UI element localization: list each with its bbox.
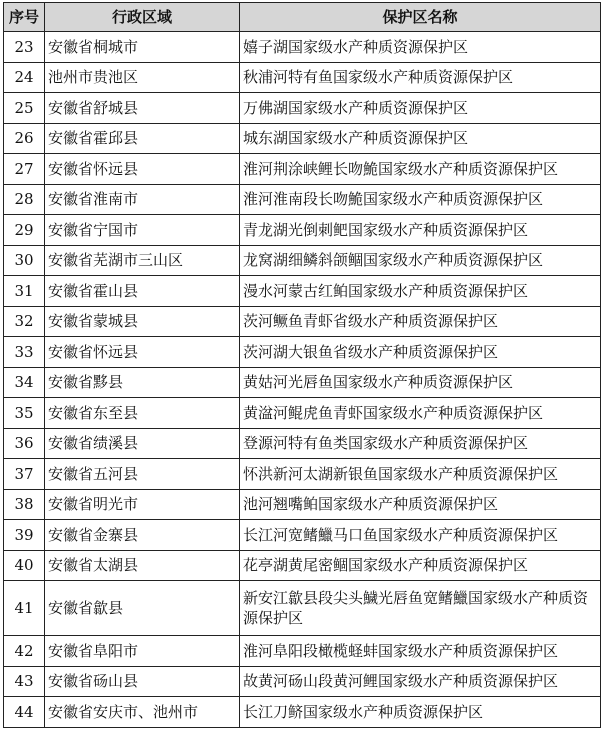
row-number-cell: 42 (4, 636, 45, 667)
table-row (4, 245, 601, 276)
table-row (4, 215, 601, 246)
table-row (4, 337, 601, 368)
row-region-cell: 安徽省宁国市 (45, 215, 240, 246)
row-area-name-cell: 青龙湖光倒刺鲃国家级水产种质资源保护区 (240, 215, 601, 246)
table-row (4, 306, 601, 337)
row-region-cell: 安徽省砀山县 (45, 666, 240, 697)
row-region-cell: 安徽省歙县 (45, 581, 240, 636)
row-area-name-cell: 长江刀鲚国家级水产种质资源保护区 (240, 697, 601, 728)
row-number-cell: 44 (4, 697, 45, 728)
row-region-cell: 安徽省五河县 (45, 459, 240, 490)
table-row (4, 276, 601, 307)
row-area-name-cell: 漫水河蒙古红鲌国家级水产种质资源保护区 (240, 276, 601, 307)
header-area-name: 保护区名称 (240, 3, 601, 32)
row-number-cell: 23 (4, 32, 45, 63)
row-area-name-cell: 故黄河砀山段黄河鲤国家级水产种质资源保护区 (240, 666, 601, 697)
row-area-name-cell: 长江河宽鳍鱲马口鱼国家级水产种质资源保护区 (240, 520, 601, 551)
row-area-name-cell: 万佛湖国家级水产种质资源保护区 (240, 93, 601, 124)
row-area-name-cell: 淮河淮南段长吻鮠国家级水产种质资源保护区 (240, 184, 601, 215)
table-row (4, 636, 601, 667)
row-area-name-cell: 新安江歙县段尖头鱥光唇鱼宽鳍鱲国家级水产种质资源保护区 (240, 581, 601, 636)
row-area-name-cell: 淮河阜阳段橄榄蛏蚌国家级水产种质资源保护区 (240, 636, 601, 667)
row-area-name-cell: 龙窝湖细鳞斜颌鲴国家级水产种质资源保护区 (240, 245, 601, 276)
row-region-cell: 安徽省东至县 (45, 398, 240, 429)
table-row (4, 520, 601, 551)
row-region-cell: 安徽省芜湖市三山区 (45, 245, 240, 276)
row-number-cell: 43 (4, 666, 45, 697)
table-row (4, 428, 601, 459)
row-area-name-cell: 秋浦河特有鱼国家级水产种质资源保护区 (240, 62, 601, 93)
table-header-row (4, 3, 601, 32)
row-region-cell: 安徽省蒙城县 (45, 306, 240, 337)
table-row (4, 62, 601, 93)
row-number-cell: 24 (4, 62, 45, 93)
row-region-cell: 安徽省舒城县 (45, 93, 240, 124)
row-region-cell: 安徽省绩溪县 (45, 428, 240, 459)
row-number-cell: 40 (4, 550, 45, 581)
table-row (4, 666, 601, 697)
header-region: 行政区域 (45, 3, 240, 32)
row-region-cell: 安徽省淮南市 (45, 184, 240, 215)
row-number-cell: 29 (4, 215, 45, 246)
table-row (4, 581, 601, 636)
row-region-cell: 池州市贵池区 (45, 62, 240, 93)
table-row (4, 32, 601, 63)
row-area-name-cell: 怀洪新河太湖新银鱼国家级水产种质资源保护区 (240, 459, 601, 490)
row-number-cell: 31 (4, 276, 45, 307)
protected-area-table (3, 2, 601, 728)
row-region-cell: 安徽省太湖县 (45, 550, 240, 581)
table-row (4, 459, 601, 490)
row-number-cell: 33 (4, 337, 45, 368)
row-area-name-cell: 登源河特有鱼类国家级水产种质资源保护区 (240, 428, 601, 459)
row-number-cell: 38 (4, 489, 45, 520)
row-number-cell: 37 (4, 459, 45, 490)
header-number: 序号 (4, 3, 45, 32)
row-region-cell: 安徽省安庆市、池州市 (45, 697, 240, 728)
row-number-cell: 25 (4, 93, 45, 124)
row-region-cell: 安徽省黟县 (45, 367, 240, 398)
row-area-name-cell: 黄姑河光唇鱼国家级水产种质资源保护区 (240, 367, 601, 398)
table-row (4, 697, 601, 728)
row-number-cell: 26 (4, 123, 45, 154)
row-number-cell: 41 (4, 581, 45, 636)
row-region-cell: 安徽省霍邱县 (45, 123, 240, 154)
row-number-cell: 35 (4, 398, 45, 429)
row-area-name-cell: 黄湓河鲲虎鱼青虾国家级水产种质资源保护区 (240, 398, 601, 429)
row-area-name-cell: 池河翘嘴鲌国家级水产种质资源保护区 (240, 489, 601, 520)
table-row (4, 550, 601, 581)
row-area-name-cell: 茨河湖大银鱼省级水产种质资源保护区 (240, 337, 601, 368)
table-row (4, 93, 601, 124)
table-row (4, 184, 601, 215)
row-number-cell: 34 (4, 367, 45, 398)
row-number-cell: 30 (4, 245, 45, 276)
row-number-cell: 32 (4, 306, 45, 337)
row-number-cell: 36 (4, 428, 45, 459)
row-area-name-cell: 嬉子湖国家级水产种质资源保护区 (240, 32, 601, 63)
row-area-name-cell: 淮河荆涂峡鲤长吻鮠国家级水产种质资源保护区 (240, 154, 601, 185)
row-region-cell: 安徽省明光市 (45, 489, 240, 520)
protected-area-table-container (3, 2, 600, 728)
row-region-cell: 安徽省怀远县 (45, 154, 240, 185)
row-area-name-cell: 城东湖国家级水产种质资源保护区 (240, 123, 601, 154)
row-region-cell: 安徽省桐城市 (45, 32, 240, 63)
row-number-cell: 28 (4, 184, 45, 215)
table-row (4, 367, 601, 398)
table-body (4, 32, 601, 728)
row-number-cell: 27 (4, 154, 45, 185)
table-row (4, 398, 601, 429)
row-region-cell: 安徽省怀远县 (45, 337, 240, 368)
row-area-name-cell: 花亭湖黄尾密鲴国家级水产种质资源保护区 (240, 550, 601, 581)
row-number-cell: 39 (4, 520, 45, 551)
table-row (4, 489, 601, 520)
row-area-name-cell: 茨河鳜鱼青虾省级水产种质资源保护区 (240, 306, 601, 337)
row-region-cell: 安徽省霍山县 (45, 276, 240, 307)
row-region-cell: 安徽省金寨县 (45, 520, 240, 551)
table-row (4, 123, 601, 154)
row-region-cell: 安徽省阜阳市 (45, 636, 240, 667)
table-row (4, 154, 601, 185)
